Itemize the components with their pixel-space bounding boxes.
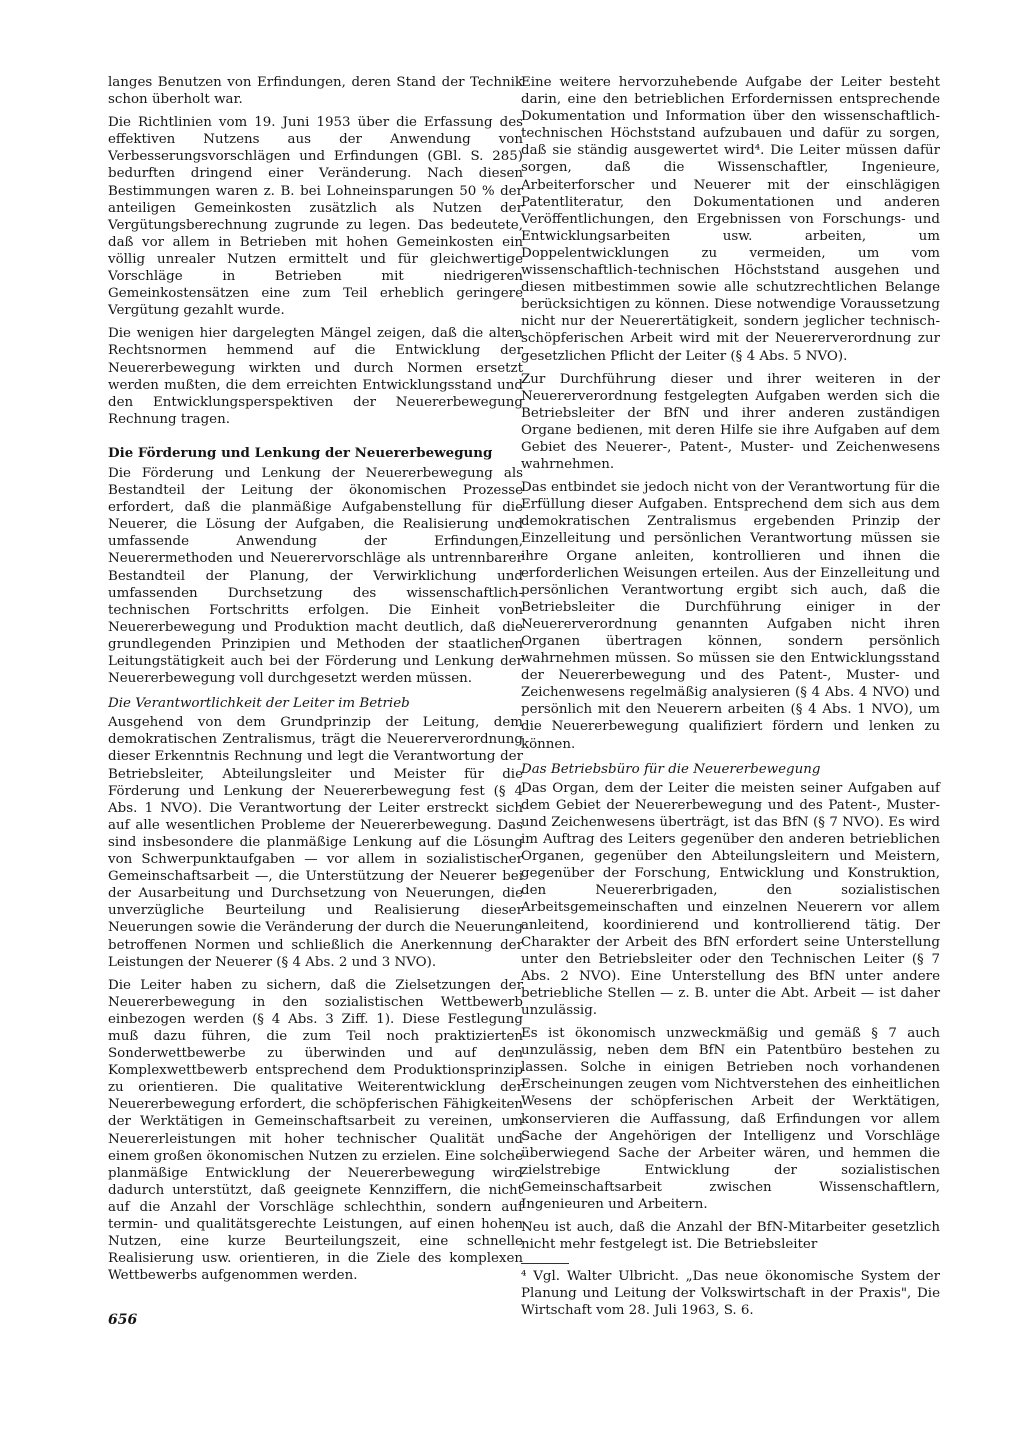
- right-column: [521, 74, 940, 1326]
- paragraph: Die Richtlinien vom 19. Juni 1953 über die Erfassung des effektiven Nutzens aus der Anwendung von Verbesserungsvorschlägen und Erfindungen (GBl. S. 285) bedurften dringend einer Veränderung. Nach diesen Bestimmungen waren z. B. bei Lohneinsparungen 50 % der anteiligen Gemeinkosten zusätzlich als Nutzen der Vergütungsberechnung zugrunde zu legen. Das bedeutete, daß vor allem in Betrieben mit hohen Gemeinkosten ein völlig unrealer Nutzen ermittelt und für gleichwertige Vorschläge in Betrieben mit niedrigeren Gemeinkostensätzen eine zum Teil erheblich geringere Vergütung gezahlt wurde.: [108, 115, 523, 319]
- paragraph: Es ist ökonomisch unzweckmäßig und gemäß § 7 auch unzulässig, neben dem BfN ein Patentbüro bestehen zu lassen. Solche in einigen Betrieben noch vorhandenen Erscheinungen zeugen vom Nichtverstehen des einheitlichen Wesens der schöpferischen Arbeit der Werktätigen, konservieren die Auffassung, daß Erfindungen vor allem Sache der Angehörigen der Intelligenz und Vorschläge überwiegend Sache der Arbeiter wären, und hemmen die zielstrebige Entwicklung der sozialistischen Gemeinschaftsarbeit zwischen Wissenschaftlern, Ingenieuren und Arbeitern.: [521, 1026, 940, 1212]
- footnote: ⁴ Vgl. Walter Ulbricht. „Das neue ökonomische System der Planung und Leitung der Volkswirtschaft in der Praxis", Die Wirtschaft vom 28. Juli 1963, S. 6.: [521, 1269, 940, 1319]
- subsection-heading: Das Betriebsbüro für die Neuererbewegung: [521, 761, 821, 777]
- paragraph: Das Organ, dem der Leiter die meisten seiner Aufgaben auf dem Gebiet der Neuererbewegung und des Patent-, Muster- und Zeichenwesens überträgt, ist das BfN (§ 7 NVO). Es wird im Auftrag des Leiters gegenüber den anderen betrieblichen Organen, gegenüber den Abteilungsleitern und Meistern, gegenüber der Forschung, Entwicklung und Konstruktion, den Neuererbrigaden, den sozialistischen Arbeitsgemeinschaften und einzelnen Neuerern vor allem anleitend, koordinierend und kontrollierend tätig. Der Charakter der Arbeit des BfN erfordert seine Unterstellung unter den Betriebsleiter oder den Technischen Leiter (§ 7 Abs. 2 NVO). Eine Unterstellung des BfN unter andere betriebliche Stellen — z. B. unter die Abt. Arbeit — ist daher unzulässig.: [521, 780, 940, 1018]
- subsection-heading: Die Verantwortlichkeit der Leiter im Betrieb: [108, 696, 410, 712]
- paragraph: Zur Durchführung dieser und ihrer weiteren in der Neuererverordnung festgelegten Aufgaben werden sich die Betriebsleiter der BfN und ihrer anderen zuständigen Organe bedienen, mit deren Hilfe sie ihre Aufgaben auf dem Gebiet des Neuerer-, Patent-, Muster- und Zeichenwesens wahrnehmen.: [521, 371, 940, 473]
- paragraph: Eine weitere hervorzuhebende Aufgabe der Leiter besteht darin, eine den betrieblichen Erfordernissen entsprechende Dokumentation und Information über den wissenschaftlich-technischen Höchststand aufzubauen und dafür zu sorgen, daß sie ständig ausgewertet wird⁴. Die Leiter müssen dafür sorgen, daß die Wissenschaftler, Ingenieure, Arbeiterforscher und Neuerer mit der einschlägigen Patentliteratur, den Dokumentationen und anderen Veröffentlichungen, den Ergebnissen von Forschungs- und Entwicklungsarbeiten usw. arbeiten, um Doppelentwicklungen zu vermeiden, um vom wissenschaftlich-technischen Höchststand ausgehen und diesen mitbestimmen sowie alle schutzrechtlichen Belange berücksichtigen zu können. Diese notwendige Voraussetzung nicht nur der Neuerertätigkeit, sondern jeglicher technisch-schöpferischen Arbeit wird mit der Neuererverordnung zur gesetzlichen Pflicht der Leiter (§ 4 Abs. 5 NVO).: [521, 75, 940, 364]
- footnote-divider: [521, 1263, 569, 1264]
- page-number: 656: [108, 1312, 138, 1328]
- paragraph: Das entbindet sie jedoch nicht von der Verantwortung für die Erfüllung dieser Aufgaben. Entsprechend dem sich aus dem demokratischen Zentralismus ergebenden Prinzip der Einzelleitung und persönlichen Verantwortung müssen sie ihre Organe anleiten, kontrollieren und ihnen die erforderlichen Weisungen erteilen. Aus der Einzelleitung und persönlichen Verantwortung ergibt sich auch, daß die Betriebsleiter die Durchführung einiger in der Neuererverordnung genannten Aufgaben nicht ihren Organen übertragen können, sondern persönlich wahrnehmen müssen. So müssen sie den Entwicklungsstand der Neuererbewegung und des Patent-, Muster- und Zeichenwesens regelmäßig analysieren (§ 4 Abs. 4 NVO) und persönlich mit den Neuerern arbeiten (§ 4 Abs. 1 NVO), um die Neuererbewegung qualifiziert fördern und lenken zu können.: [521, 480, 940, 752]
- paragraph: Neu ist auch, daß die Anzahl der BfN-Mitarbeiter gesetzlich nicht mehr festgelegt ist. Die Betriebsleiter: [521, 1220, 940, 1253]
- left-column: [108, 74, 523, 1290]
- paragraph: Ausgehend von dem Grundprinzip der Leitung, dem demokratischen Zentralismus, trägt die Neuererverordnung dieser Erkenntnis Rechnung und legt die Verantwortung der Betriebsleiter, Abteilungsleiter und Meister für die Förderung und Lenkung der Neuererbewegung fest (§ 4 Abs. 1 NVO). Die Verantwortung der Leiter erstreckt sich auf alle wesentlichen Probleme der Neuererbewegung. Das sind insbesondere die planmäßige Lenkung auf die Lösung von Schwerpunktaufgaben — vor allem in sozialistischer Gemeinschaftsarbeit —, die Unterstützung der Neuerer bei der Ausarbeitung und Durchsetzung von Neuerungen, die unverzügliche Beurteilung und Realisierung dieser Neuerungen sowie die Veränderung der durch die Neuerung betroffenen Normen und schließlich die Anerkennung der Leistungen der Neuerer (§ 4 Abs. 2 und 3 NVO).: [108, 715, 523, 970]
- paragraph: langes Benutzen von Erfindungen, deren Stand der Technik schon überholt war.: [108, 75, 523, 108]
- paragraph: Die Leiter haben zu sichern, daß die Zielsetzungen der Neuererbewegung in den sozialistischen Wettbewerb einbezogen werden (§ 4 Abs. 3 Ziff. 1). Diese Festlegung muß dazu führen, die zum Teil noch praktizierten Sonderwettbewerbe zu überwinden und auf den Komplexwettbewerb entsprechend dem Produktionsprinzip zu orientieren. Die qualitative Weiterentwicklung der Neuererbewegung erfordert, die schöpferischen Fähigkeiten der Werktätigen in Gemeinschaftsarbeit zu vereinen, um Neuererleistungen mit hoher technischer Qualität und einem großen ökonomischen Nutzen zu erzielen. Eine solche planmäßige Entwicklung der Neuererbewegung wird dadurch unterstützt, daß geeignete Kennziffern, die nicht auf die Anzahl der Vorschläge schlechthin, sondern auf termin- und qualitätsgerechte Leistungen, auf einen hohen Nutzen, eine kurze Beurteilungszeit, eine schnelle Realisierung usw. orientieren, in die Ziele des komplexen Wettbewerbs aufgenommen werden.: [108, 977, 523, 1284]
- paragraph: Die Förderung und Lenkung der Neuererbewegung als Bestandteil der Leitung der ökonomischen Prozesse erfordert, daß die planmäßige Aufgabenstellung für die Neuerer, die Lösung der Aufgaben, die Realisierung und umfassende Anwendung der Erfindungen, Neuerermethoden und Neuerervorschläge als untrennbarer Bestandteil der Planung, der Verwirklichung und umfassenden Durchsetzung des wissenschaftlich-technischen Fortschritts erfolgen. Die Einheit von Neuererbewegung und Produktion macht deutlich, daß die grundlegenden Prinzipien und Methoden der staatlichen Leitungstätigkeit auch bei der Förderung und Lenkung der Neuererbewegung voll durchgesetzt werden müssen.: [108, 465, 523, 687]
- section-heading: Die Förderung und Lenkung der Neuererbewegung: [108, 444, 493, 461]
- paragraph: Die wenigen hier dargelegten Mängel zeigen, daß die alten Rechtsnormen hemmend auf die Entwicklung der Neuererbewegung wirkten und durch Normen ersetzt werden mußten, die dem erreichten Entwicklungsstand und den Entwicklungsperspektiven der Neuererbewegung Rechnung tragen.: [108, 326, 523, 427]
